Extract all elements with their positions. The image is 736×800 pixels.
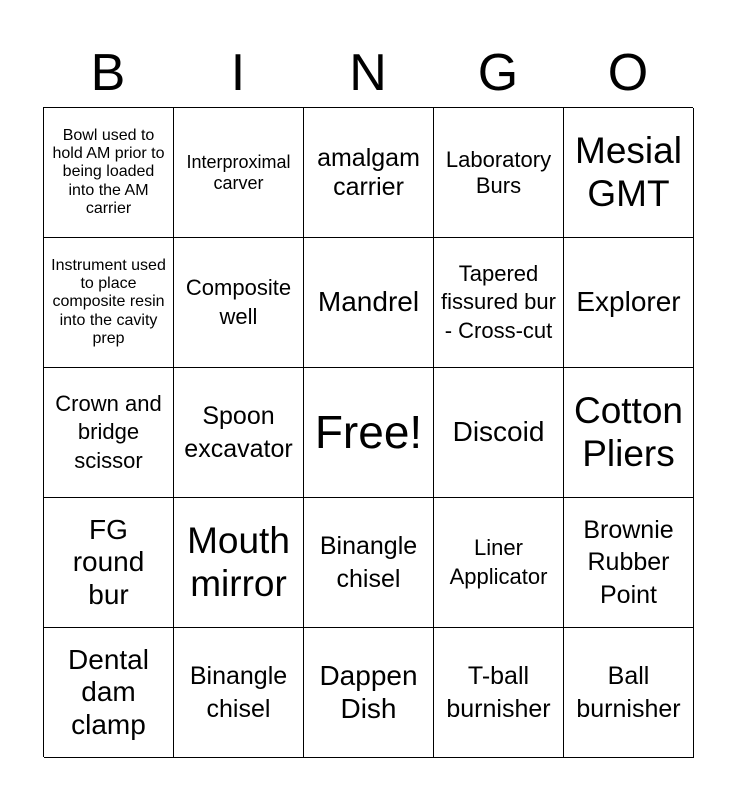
cell-text: Binangle chisel xyxy=(319,532,418,593)
cell-text: Laboratory Burs xyxy=(445,147,552,198)
bingo-cell-r3c5[interactable] xyxy=(564,368,694,498)
bingo-cell-r2c4[interactable] xyxy=(434,238,564,368)
bingo-cell-r4c2[interactable] xyxy=(174,498,304,628)
bingo-cell-r2c3[interactable] xyxy=(304,238,434,368)
cell-text: Interproximal carver xyxy=(186,151,291,193)
cell-text: Mouth mirror xyxy=(187,519,290,604)
cell-text: Ball burnisher xyxy=(576,662,681,723)
header-letter-i: I xyxy=(230,44,246,102)
bingo-cell-r4c5[interactable] xyxy=(564,498,694,628)
cell-text: Composite well xyxy=(185,274,292,329)
cell-text: Liner Applicator xyxy=(449,534,548,589)
header-letter-n: N xyxy=(349,44,387,102)
header-letter-o: O xyxy=(607,44,649,102)
cell-text: Binangle chisel xyxy=(189,662,288,723)
cell-text: amalgam carrier xyxy=(317,143,420,201)
cell-text: T-ball burnisher xyxy=(446,662,551,723)
bingo-cell-r5c1[interactable] xyxy=(44,628,174,758)
bingo-cell-r4c4[interactable] xyxy=(434,498,564,628)
cell-text: Cotton Pliers xyxy=(573,389,683,474)
cell-text: Instrument used to place composite resin into the cavity prep xyxy=(51,256,166,348)
bingo-cell-r1c1[interactable] xyxy=(44,108,174,238)
bingo-cell-r5c5[interactable] xyxy=(564,628,694,758)
bingo-cell-r5c4[interactable] xyxy=(434,628,564,758)
bingo-cell-r3c3[interactable] xyxy=(304,368,434,498)
bingo-grid xyxy=(43,107,693,757)
cell-text: Brownie Rubber Point xyxy=(583,515,674,609)
bingo-cell-r1c2[interactable] xyxy=(174,108,304,238)
cell-text: Mandrel xyxy=(317,286,420,318)
cell-text: Bowl used to hold AM prior to being loaded into the AM carrier xyxy=(52,126,165,218)
cell-text: Mesial GMT xyxy=(575,129,682,214)
bingo-cell-r1c4[interactable] xyxy=(434,108,564,238)
bingo-cell-r1c5[interactable] xyxy=(564,108,694,238)
cell-text: Discoid xyxy=(452,416,545,448)
free-space: Free! xyxy=(314,406,423,459)
bingo-cell-r5c3[interactable] xyxy=(304,628,434,758)
bingo-cell-r2c2[interactable] xyxy=(174,238,304,368)
bingo-cell-r2c1[interactable] xyxy=(44,238,174,368)
cell-text: FG round bur xyxy=(72,514,145,610)
header-letter-g: G xyxy=(477,44,519,102)
bingo-header xyxy=(43,38,693,108)
bingo-cell-r4c1[interactable] xyxy=(44,498,174,628)
header-letter-b: B xyxy=(90,44,126,102)
bingo-cell-r4c3[interactable] xyxy=(304,498,434,628)
bingo-cell-r3c1[interactable] xyxy=(44,368,174,498)
cell-text: Explorer xyxy=(576,286,681,318)
cell-text: Spoon excavator xyxy=(184,402,293,463)
bingo-cell-r1c3[interactable] xyxy=(304,108,434,238)
bingo-cell-r3c4[interactable] xyxy=(434,368,564,498)
cell-text: Dappen Dish xyxy=(319,660,418,724)
cell-text: Dental dam clamp xyxy=(68,644,149,740)
bingo-cell-r5c2[interactable] xyxy=(174,628,304,758)
cell-text: Tapered fissured bur - Cross-cut xyxy=(441,260,556,343)
cell-text: Crown and bridge scissor xyxy=(55,390,162,473)
bingo-cell-r2c5[interactable] xyxy=(564,238,694,368)
bingo-cell-r3c2[interactable] xyxy=(174,368,304,498)
